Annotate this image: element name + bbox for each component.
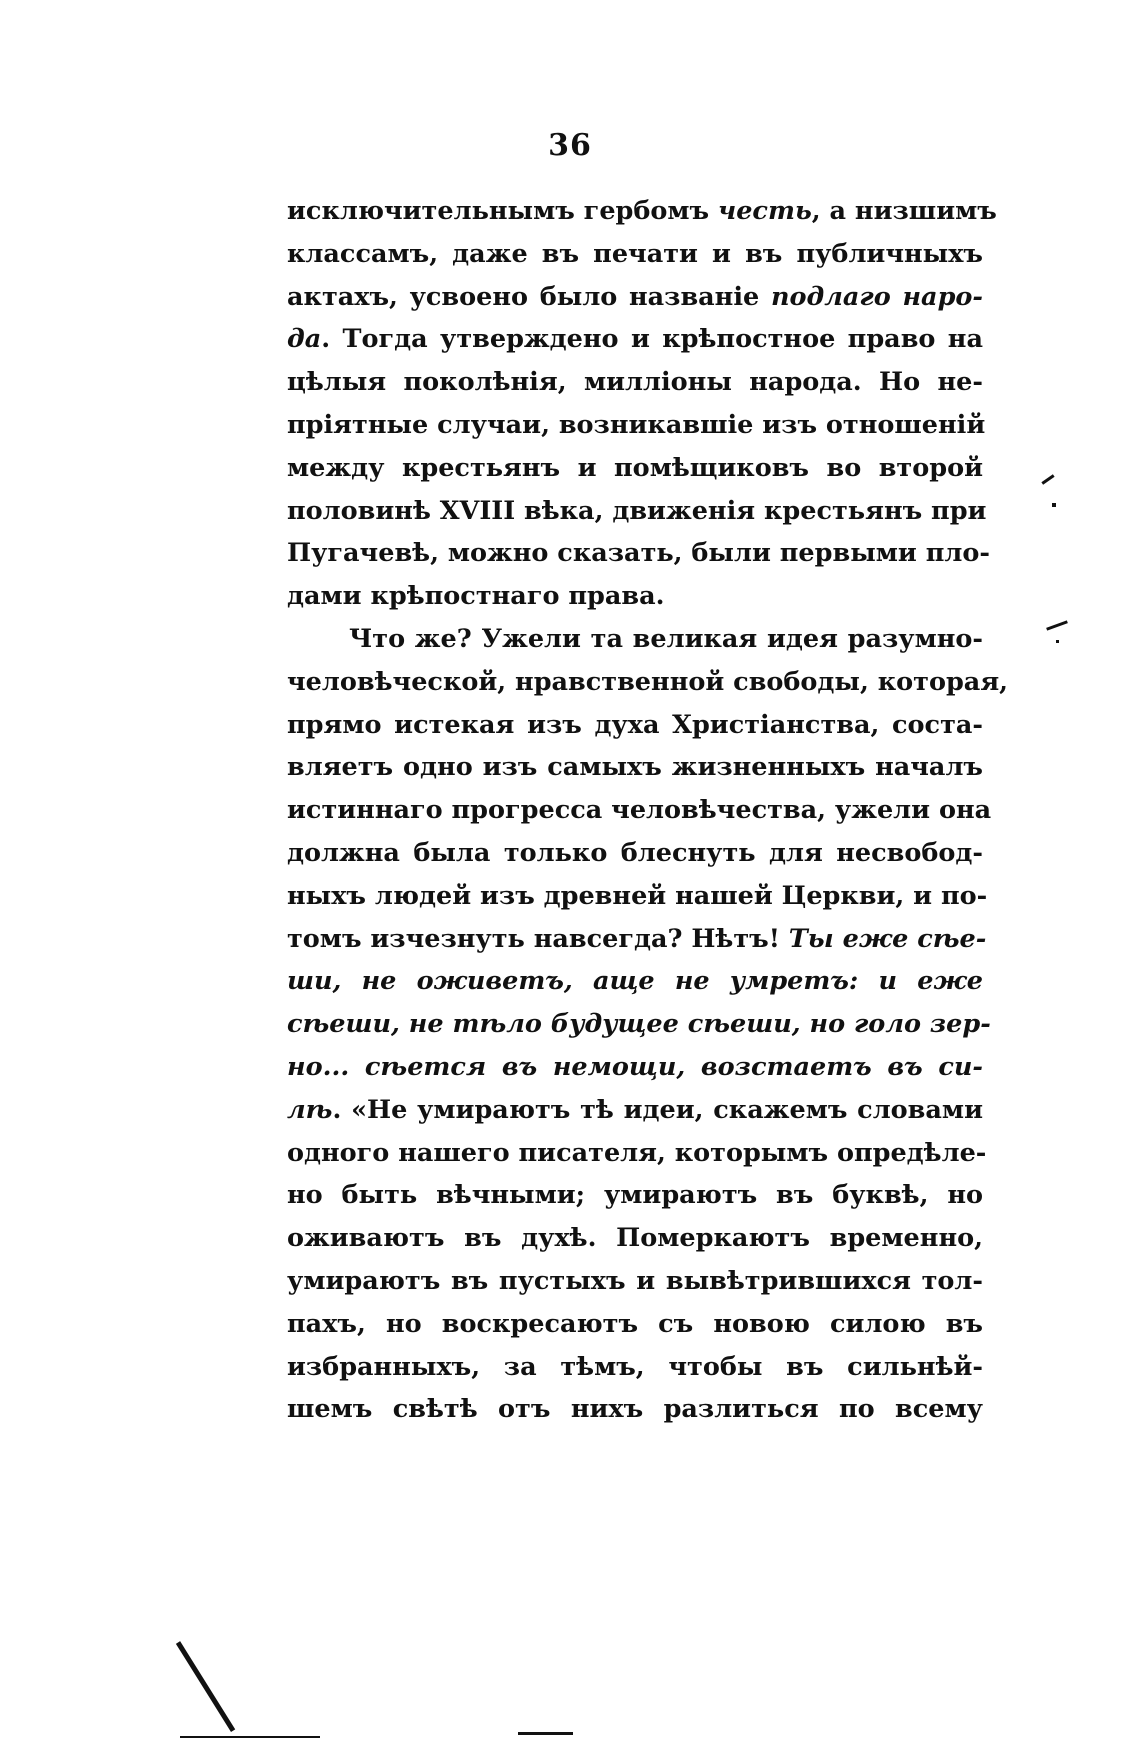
italic-text: ши, не оживетъ, аще не умретъ: и еже (287, 966, 983, 997)
text-line (287, 575, 983, 618)
text-line (287, 704, 983, 747)
text-line (287, 1217, 983, 1260)
body-text (287, 190, 1009, 1431)
text-span: оживаютъ въ духѣ. Померкаютъ временно, (287, 1223, 983, 1254)
text-line (287, 276, 983, 319)
text-line (287, 490, 987, 533)
text-line (287, 233, 983, 276)
italic-text: сѣеши, не тѣло будущее сѣеши, но голо зер- (287, 1009, 991, 1040)
italic-text: лѣ (287, 1094, 333, 1125)
text-span: прямо истекая изъ духа Христіанства, соста- (287, 709, 983, 740)
text-line (287, 1346, 983, 1389)
scan-mark (1052, 503, 1056, 507)
scan-mark (176, 1641, 235, 1732)
text-span: между крестьянъ и помѣщиковъ во второй (287, 452, 983, 483)
scan-mark (518, 1732, 573, 1735)
text-line (287, 960, 983, 1003)
text-line (287, 532, 990, 575)
text-line (287, 318, 983, 361)
text-span: должна была только блеснуть для несвобод- (287, 837, 983, 868)
text-span: избранныхъ, за тѣмъ, чтобы въ сильнѣй- (287, 1351, 983, 1382)
italic-text: но... сѣется въ немощи, возстаетъ въ си- (287, 1051, 983, 1082)
italic-text: да (287, 324, 322, 355)
text-line (287, 1174, 983, 1217)
italic-text: подлаго наро- (770, 281, 983, 312)
text-span: умираютъ въ пустыхъ и вывѣтрившихся тол- (287, 1265, 983, 1296)
text-line (287, 190, 997, 233)
text-span: половинѣ XVIII вѣка, движенія крестьянъ при (287, 495, 987, 526)
scan-mark (180, 1736, 320, 1738)
text-span: актахъ, усвоено было названіе (287, 281, 771, 312)
text-span: дами крѣпостнаго права. (287, 581, 665, 612)
italic-text: Ты еже сѣе- (788, 923, 987, 954)
text-line (287, 618, 983, 661)
text-span: истиннаго прогресса человѣчества, ужели она (287, 795, 992, 826)
text-line (287, 1303, 983, 1346)
text-span: классамъ, даже въ печати и въ публичныхъ (287, 238, 983, 269)
text-line (287, 918, 987, 961)
text-span: человѣческой, нравственной свободы, которая, (287, 666, 1009, 697)
text-line (287, 1003, 991, 1046)
text-span: ныхъ людей изъ древней нашей Церкви, и по- (287, 880, 988, 911)
text-span: . Тогда утверждено и крѣпостное право на (321, 324, 983, 355)
text-line (287, 1132, 987, 1175)
text-line (287, 1046, 983, 1089)
text-span: , а низшимъ (811, 196, 997, 226)
text-span: Пугачевѣ, можно сказать, были первыми пло- (287, 538, 990, 569)
text-line (287, 661, 1009, 704)
text-span: вляетъ одно изъ самыхъ жизненныхъ началъ (287, 752, 983, 783)
text-span: исключительнымъ гербомъ (287, 196, 718, 226)
text-line (287, 404, 986, 447)
text-span: но быть вѣчными; умираютъ въ буквѣ, но (287, 1180, 983, 1211)
text-line (287, 1388, 983, 1431)
text-line (287, 875, 988, 918)
text-span: . «Не умираютъ тѣ идеи, скажемъ словами (332, 1094, 983, 1125)
text-line (287, 789, 992, 832)
scan-mark (1041, 474, 1054, 484)
text-line (287, 746, 983, 789)
text-line (287, 1260, 983, 1303)
text-span: Что же? Ужели та великая идея разумно- (349, 623, 983, 654)
text-line (287, 447, 983, 490)
text-span: пахъ, но воскресаютъ съ новою силою въ (287, 1308, 983, 1339)
page-number: 36 (548, 128, 592, 163)
text-span: томъ изчезнуть навсегда? Нѣтъ! (287, 923, 789, 954)
text-line (287, 1089, 983, 1132)
text-span: цѣлыя поколѣнія, милліоны народа. Но не- (287, 367, 983, 398)
text-line (287, 832, 983, 875)
scan-mark (1056, 640, 1059, 643)
text-span: пріятные случаи, возникавшіе изъ отношеній (287, 409, 986, 440)
text-line (287, 361, 983, 404)
text-span: шемъ свѣтѣ отъ нихъ разлиться по всему (287, 1394, 983, 1425)
scan-mark (1046, 620, 1068, 630)
italic-text: честь (717, 196, 812, 226)
text-span: одного нашего писателя, которымъ опредѣле- (287, 1137, 987, 1168)
